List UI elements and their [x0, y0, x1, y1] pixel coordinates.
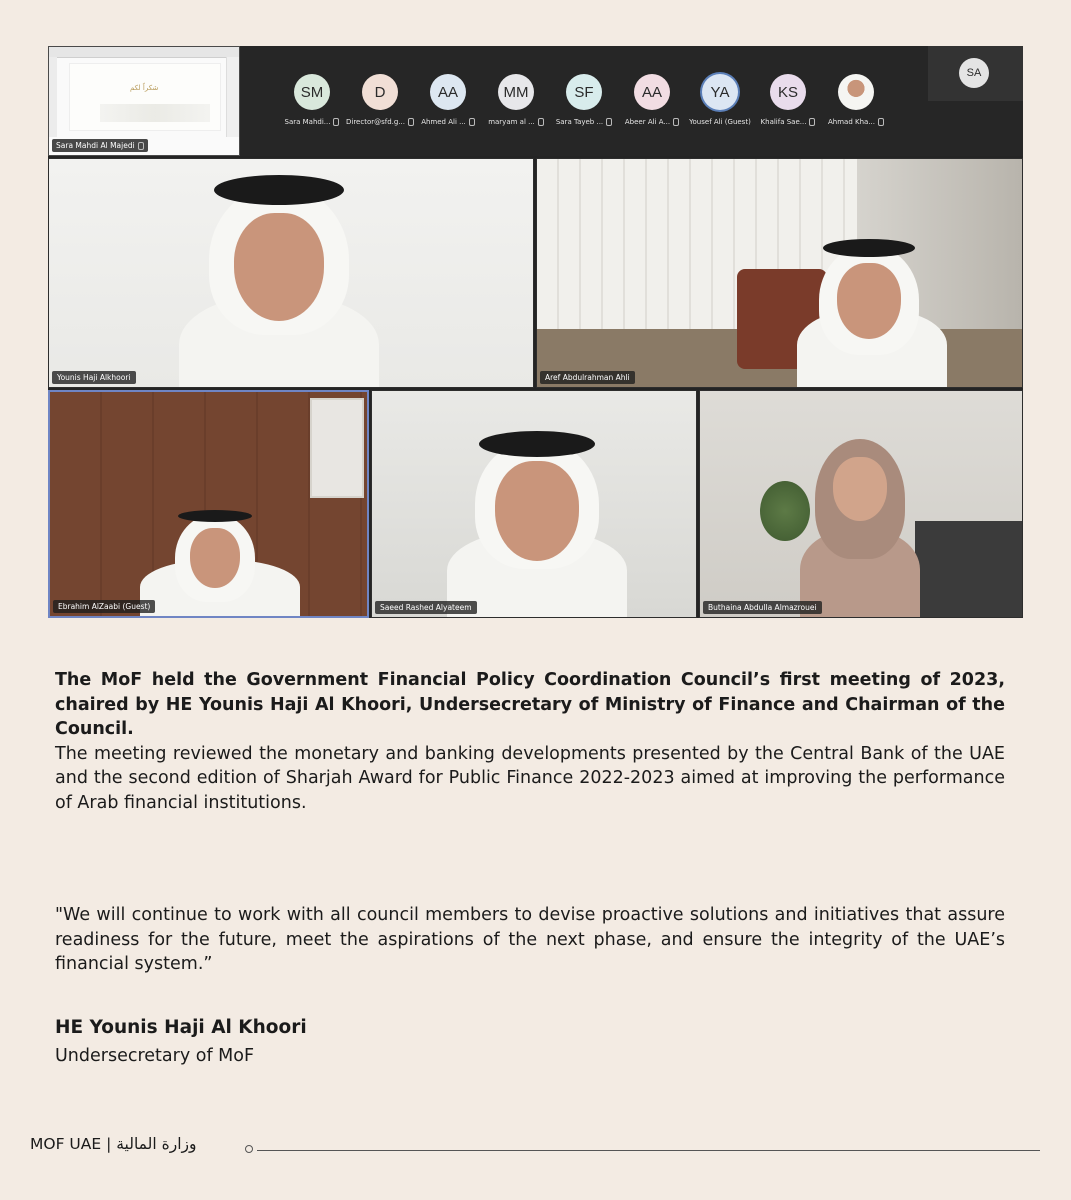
slide-thanks-text: شكراً لكم — [130, 84, 159, 92]
mic-muted-icon — [469, 118, 475, 126]
participant-video — [795, 439, 925, 618]
participant-name-row — [617, 118, 687, 126]
shared-app-toolbar — [49, 47, 239, 58]
tile-name-label: Aref Abdulrahman Ahli — [540, 371, 635, 384]
participant-video — [179, 175, 379, 388]
mic-muted-icon — [333, 118, 339, 126]
avatar: SA — [959, 58, 989, 88]
avatar: MM — [498, 74, 534, 110]
participant-name-row — [413, 118, 483, 126]
tile-name-label: Younis Haji Alkhoori — [52, 371, 136, 384]
avatar: SM — [294, 74, 330, 110]
video-tile[interactable] — [536, 158, 1023, 388]
participant-video — [447, 431, 627, 618]
article-body: The meeting reviewed the monetary and banking developments presented by the Central Bank of the UAE and the second edition of Sharjah Award for Public Finance 2022-2023 aimed at improving the performance of Arab financial institutions. — [55, 743, 1005, 813]
mic-muted-icon — [538, 118, 544, 126]
participant-name-row — [753, 118, 823, 126]
face-shape — [234, 213, 324, 321]
mic-muted-icon — [673, 118, 679, 126]
signature-title: Undersecretary of MoF — [55, 1046, 255, 1066]
face-shape — [190, 528, 240, 588]
avatar: SF — [566, 74, 602, 110]
tile-name-label: Ebrahim AlZaabi (Guest) — [53, 600, 155, 613]
face-shape — [837, 263, 901, 339]
participant-name-row — [685, 118, 755, 126]
headband-shape — [479, 431, 595, 457]
video-tile[interactable] — [699, 390, 1023, 618]
participant-strip — [48, 46, 1023, 156]
participant-tile[interactable] — [821, 74, 891, 126]
participant-name-row — [345, 118, 415, 126]
avatar-photo — [838, 74, 874, 110]
signature-name: HE Younis Haji Al Khoori — [55, 1017, 307, 1038]
participant-tile[interactable] — [549, 74, 619, 126]
tile-name-label: Saeed Rashed Alyateem — [375, 601, 477, 614]
video-meeting-window — [48, 46, 1023, 618]
self-view-tile[interactable] — [928, 46, 1023, 101]
participant-name: Yousef Ali (Guest) — [689, 118, 751, 126]
headband-shape — [214, 175, 344, 205]
mic-muted-icon — [606, 118, 612, 126]
participant-tile[interactable] — [277, 74, 347, 126]
participant-tile[interactable] — [481, 74, 551, 126]
participant-tile[interactable] — [413, 74, 483, 126]
participant-name: Ahmad Kha... — [828, 118, 875, 126]
article-lead: The MoF held the Government Financial Policy Coordination Council’s first meeting of 2023, chaired by HE Younis Haji Al Khoori, Undersecretary of Ministry of Finance and Chairman of the Council. — [55, 670, 1005, 739]
face-shape — [495, 461, 579, 561]
mic-muted-icon — [809, 118, 815, 126]
shared-app-panel — [226, 57, 239, 137]
video-tile[interactable] — [48, 158, 534, 388]
shared-app-sidebar — [49, 57, 57, 137]
video-tile[interactable] — [48, 390, 369, 618]
footer-brand: MOF UAE | وزارة المالية — [30, 1135, 197, 1153]
office-desk — [915, 521, 1023, 618]
participant-name: Sara Mahdi... — [284, 118, 331, 126]
participant-name: Ahmed Ali ... — [421, 118, 466, 126]
article-text — [55, 668, 1005, 815]
video-tile[interactable] — [371, 390, 697, 618]
mic-muted-icon — [138, 142, 144, 150]
footer-dot-icon — [245, 1145, 253, 1153]
avatar: YA — [702, 74, 738, 110]
presenter-name: Sara Mahdi Al Majedi — [56, 141, 135, 150]
participant-name-row — [277, 118, 347, 126]
footer-divider — [257, 1150, 1040, 1151]
participant-video — [797, 239, 947, 388]
participant-name: Khalifa Sae... — [760, 118, 807, 126]
headband-shape — [178, 510, 252, 522]
presenter-name-label — [52, 139, 148, 152]
participant-tile[interactable] — [617, 74, 687, 126]
participant-tile[interactable] — [345, 74, 415, 126]
participant-name-row — [481, 118, 551, 126]
face-shape — [833, 457, 887, 521]
slide-skyline-image — [100, 104, 210, 122]
participant-video — [140, 510, 300, 618]
participant-name: Director@sfd.g... — [345, 118, 406, 126]
participant-tile[interactable] — [753, 74, 823, 126]
participant-name-row — [549, 118, 619, 126]
participant-name: maryam al ... — [488, 118, 535, 126]
participant-name: Abeer Ali A... — [624, 118, 671, 126]
shared-slide — [69, 63, 221, 131]
participant-name: Sara Tayeb ... — [555, 118, 604, 126]
wall-portrait — [310, 398, 364, 498]
avatar: D — [362, 74, 398, 110]
mic-muted-icon — [878, 118, 884, 126]
headband-shape — [823, 239, 915, 257]
avatar: AA — [634, 74, 670, 110]
participant-tile[interactable] — [685, 74, 755, 126]
avatar: AA — [430, 74, 466, 110]
tile-name-label: Buthaina Abdulla Almazrouei — [703, 601, 822, 614]
participant-name-row — [821, 118, 891, 126]
screen-share-thumbnail[interactable] — [48, 46, 240, 156]
article-quote: "We will continue to work with all council members to devise proactive solutions and initiatives that assure readiness for the future, meet the aspirations of the next phase, and ensure the integrity of the UAE’s financial system.” — [55, 905, 1005, 974]
avatar: KS — [770, 74, 806, 110]
